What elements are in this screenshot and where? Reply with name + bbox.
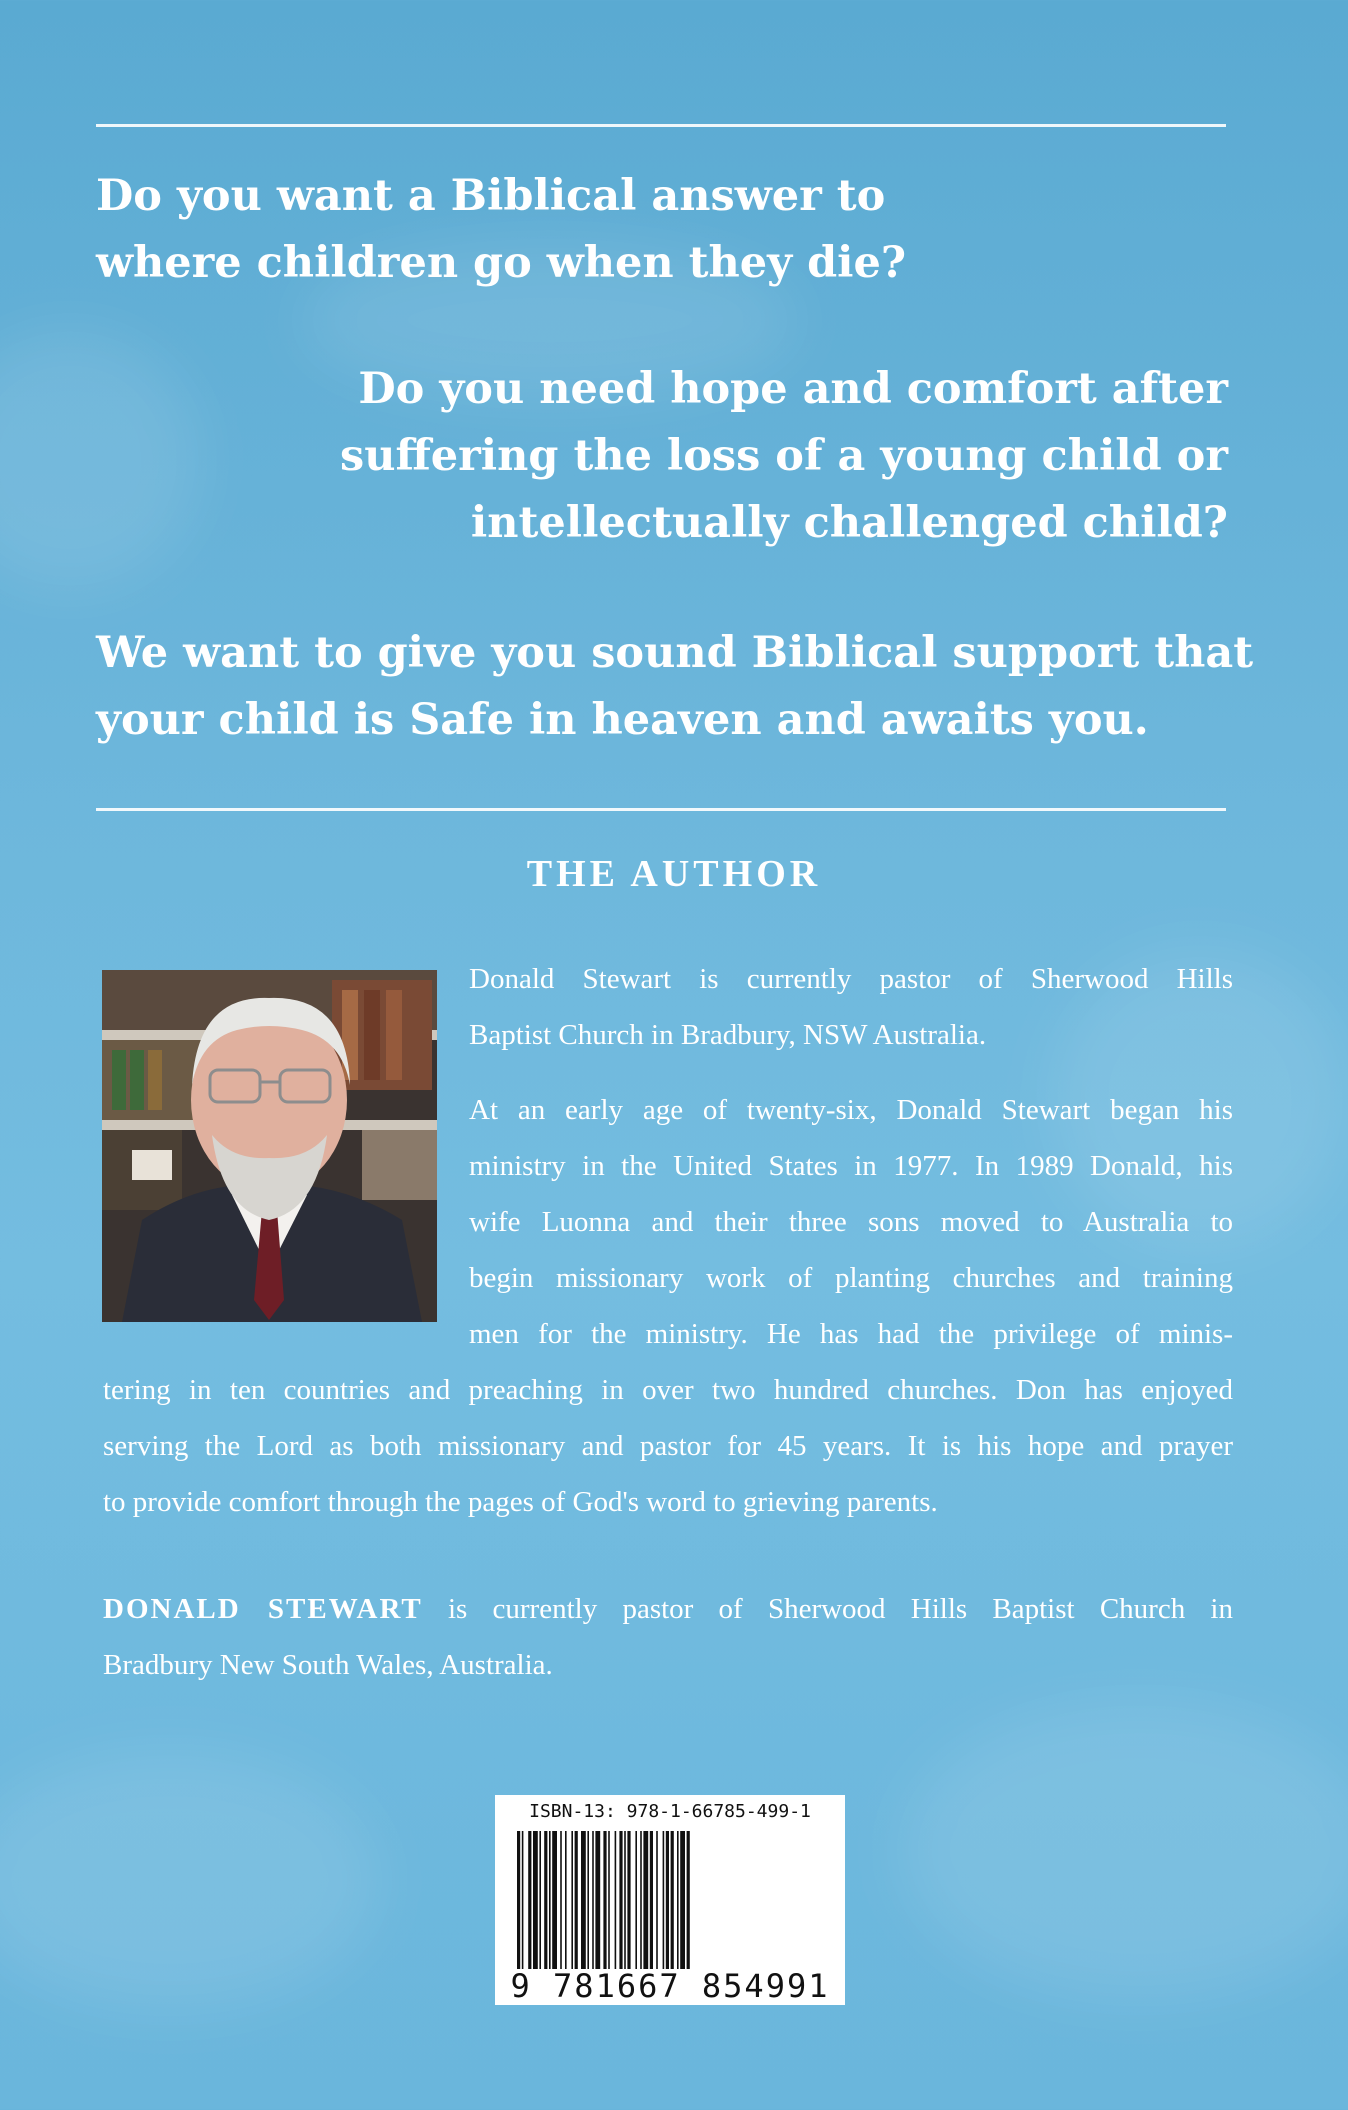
middle-divider: [96, 808, 1226, 811]
cloud-decoration: [900, 1700, 1348, 2000]
barcode-bar: [619, 1831, 622, 1969]
barcode-bar: [595, 1831, 600, 1969]
cloud-decoration: [0, 1750, 380, 2010]
isbn-label: ISBN-13: 978-1-66785-499-1: [529, 1801, 811, 1822]
barcode-bars: [517, 1831, 823, 1969]
author-bio-para1: Donald Stewart is currently pastor of Sherwood Hills Baptist Church in Bradbury, NSW Australia.: [469, 963, 1233, 1051]
barcode-bar: [581, 1831, 586, 1969]
barcode-bar: [528, 1831, 531, 1969]
barcode-bar: [680, 1831, 685, 1969]
barcode-bar: [635, 1831, 637, 1969]
top-divider: [96, 124, 1226, 127]
barcode-bar: [663, 1831, 665, 1969]
author-bio-para2: At an early age of twenty-six, Donald Stewart began his ministry in the United States in 1977. In 1989 Donald, his wife Luonna and their three sons moved to Australia to begin missionary work of planting churches and training men for the ministry. He has had the privilege of minis- tering in ten countries and preaching in over two hundred churches. Don has enjoyed serving the Lord as both missionary and pastor for 45 years. It is his hope and prayer to provide comfort through the pages of God's word to grieving parents.: [103, 1094, 1233, 1518]
barcode-bar: [544, 1831, 547, 1969]
isbn-barcode: [495, 1795, 845, 2005]
barcode-bar: [643, 1831, 648, 1969]
statement: We want to give you sound Biblical support that your child is Safe in heaven and awaits you.: [96, 628, 1254, 745]
barcode-bar: [533, 1831, 538, 1969]
barcode-bar: [640, 1831, 642, 1969]
barcode-bar: [608, 1831, 610, 1969]
barcode-bar: [687, 1831, 690, 1969]
barcode-bar: [560, 1831, 562, 1969]
barcode-bar: [549, 1831, 551, 1969]
barcode-bar: [603, 1831, 606, 1969]
barcode-bar: [615, 1831, 617, 1969]
question-1: Do you want a Biblical answer to where children go when they die?: [96, 171, 907, 288]
barcode-bar: [571, 1831, 573, 1969]
barcode-bar: [552, 1831, 557, 1969]
barcode-bar: [650, 1831, 653, 1969]
barcode-bar: [575, 1831, 578, 1969]
author-name: DONALD STEWART: [103, 1593, 423, 1625]
barcode-bar: [624, 1831, 626, 1969]
barcode-bar: [656, 1831, 658, 1969]
cloud-decoration: [0, 330, 200, 590]
barcode-bar: [565, 1831, 567, 1969]
barcode-bar: [539, 1831, 541, 1969]
barcode-bar: [627, 1831, 630, 1969]
barcode-bar: [522, 1831, 524, 1969]
author-bio-summary: DONALD STEWART is currently pastor of Sherwood Hills Baptist Church in Bradbury New South Wales, Australia.: [103, 1593, 1233, 1681]
isbn-digits: 9 781667 854991: [510, 1967, 830, 2005]
barcode-bar: [666, 1831, 669, 1969]
barcode-bar: [592, 1831, 594, 1969]
barcode-bar: [517, 1831, 520, 1969]
barcode-bar: [587, 1831, 589, 1969]
author-heading: THE AUTHOR: [526, 853, 822, 895]
barcode-bar: [677, 1831, 679, 1969]
barcode-bar: [671, 1831, 674, 1969]
question-2: Do you need hope and comfort after suffering the loss of a young child or intellectually challenged child?: [340, 364, 1228, 548]
